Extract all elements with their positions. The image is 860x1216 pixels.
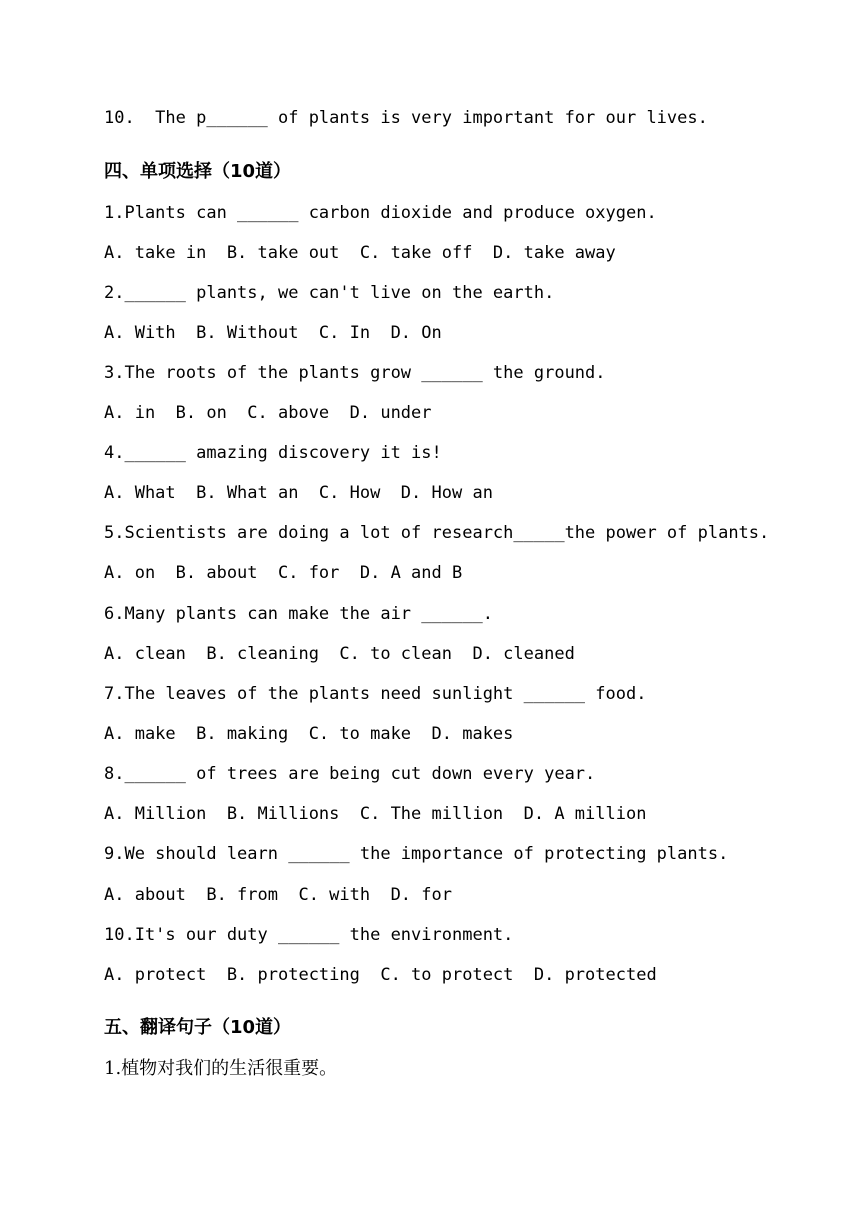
section-heading-translation: 五、翻译句子（10道） <box>104 1017 292 1038</box>
section-heading-multiple-choice: 四、单项选择（10道） <box>104 161 292 182</box>
question-10: 10.It's our duty ______ the environment. <box>104 925 514 945</box>
question-2-options: A. With B. Without C. In D. On <box>104 323 442 343</box>
question-3: 3.The roots of the plants grow ______ the ground. <box>104 363 606 383</box>
question-9-options: A. about B. from C. with D. for <box>104 885 452 905</box>
question-7-options: A. make B. making C. to make D. makes <box>104 724 514 744</box>
question-4-options: A. What B. What an C. How D. How an <box>104 483 493 503</box>
question-1: 1.Plants can ______ carbon dioxide and produce oxygen. <box>104 203 657 223</box>
translation-item-1: 1.植物对我们的生活很重要。 <box>104 1058 338 1079</box>
question-5-options: A. on B. about C. for D. A and B <box>104 563 463 583</box>
question-8: 8.______ of trees are being cut down every year. <box>104 764 596 784</box>
question-6-options: A. clean B. cleaning C. to clean D. cleaned <box>104 644 575 664</box>
question-7: 7.The leaves of the plants need sunlight ______ food. <box>104 684 647 704</box>
question-6: 6.Many plants can make the air ______. <box>104 604 493 624</box>
question-4: 4.______ amazing discovery it is! <box>104 443 442 463</box>
question-2: 2.______ plants, we can't live on the earth. <box>104 283 555 303</box>
question-8-options: A. Million B. Millions C. The million D. A million <box>104 804 647 824</box>
question-9: 9.We should learn ______ the importance of protecting plants. <box>104 844 729 864</box>
question-10-options: A. protect B. protecting C. to protect D. protected <box>104 965 657 985</box>
part3-item-10: 10. The p______ of plants is very important for our lives. <box>104 108 708 128</box>
question-5: 5.Scientists are doing a lot of research_____the power of plants. <box>104 523 770 543</box>
question-1-options: A. take in B. take out C. take off D. take away <box>104 243 616 263</box>
question-3-options: A. in B. on C. above D. under <box>104 403 432 423</box>
